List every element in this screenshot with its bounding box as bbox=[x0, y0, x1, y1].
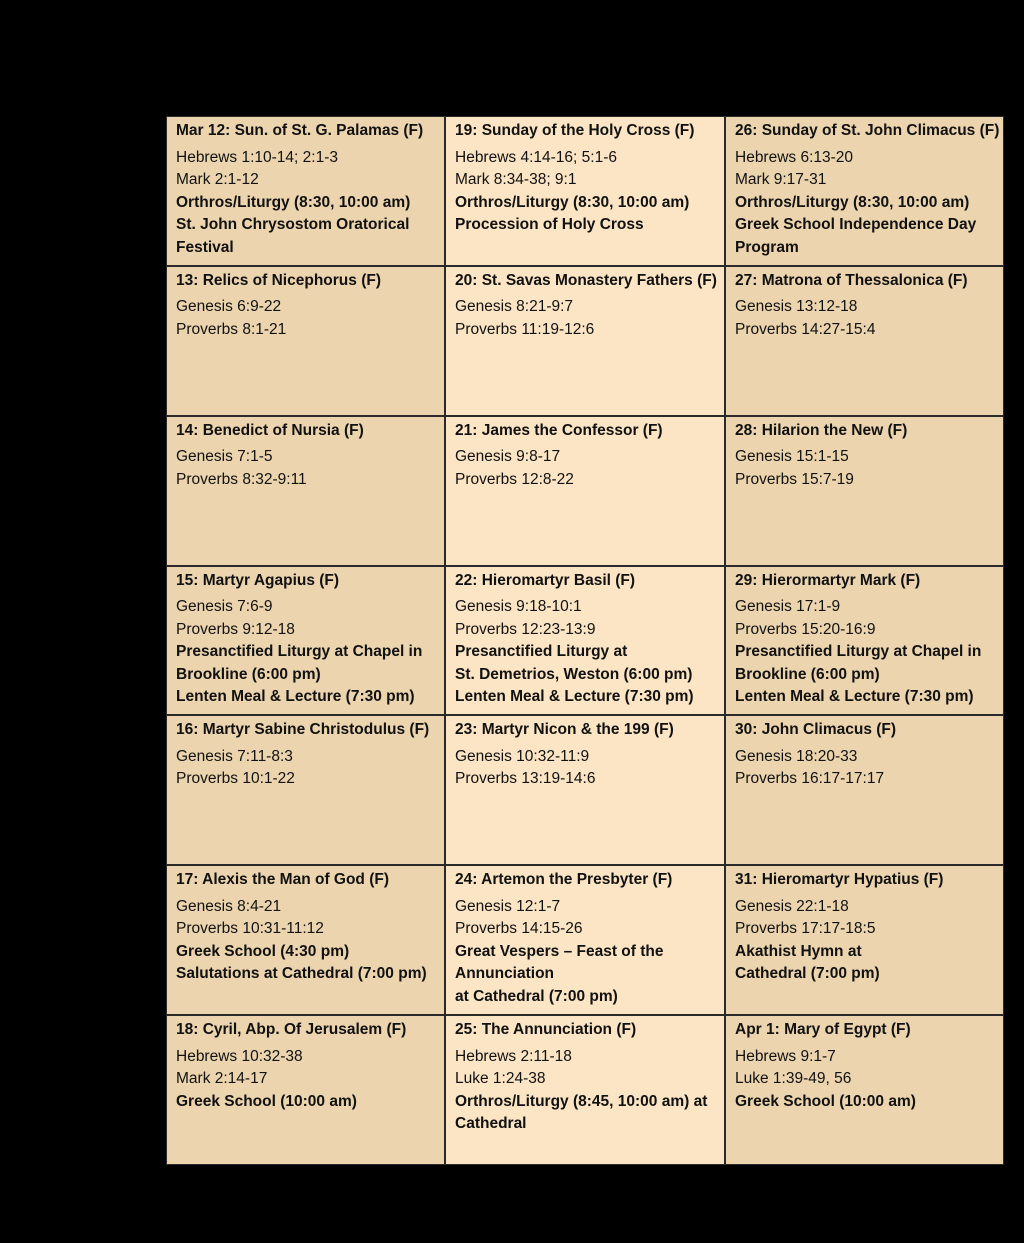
service-event: Greek School (4:30 pm) bbox=[176, 942, 350, 960]
scripture-reading: Proverbs 15:20-16:9 bbox=[735, 620, 876, 638]
scripture-reading: Luke 1:39-49, 56 bbox=[735, 1070, 852, 1088]
service-event: Lenten Meal & Lecture (7:30 pm) bbox=[176, 688, 415, 706]
scripture-reading: Genesis 9:18-10:1 bbox=[455, 598, 582, 616]
day-cell bbox=[445, 416, 725, 566]
scripture-reading: Genesis 8:4-21 bbox=[176, 897, 282, 915]
day-cell bbox=[725, 865, 1004, 1015]
scripture-reading: Mark 2:1-12 bbox=[176, 171, 259, 188]
service-event: St. John Chrysostom Oratorical Festival bbox=[176, 216, 410, 256]
day-title: Apr 1: Mary of Egypt (F) bbox=[735, 1021, 911, 1039]
scripture-reading: Genesis 6:9-22 bbox=[176, 298, 282, 316]
scripture-reading: Luke 1:24-38 bbox=[455, 1070, 546, 1088]
scripture-reading: Hebrews 9:1-7 bbox=[735, 1047, 836, 1065]
day-title: 22: Hieromartyr Basil (F) bbox=[455, 571, 636, 589]
day-title: 20: St. Savas Monastery Fathers (F) bbox=[455, 271, 717, 289]
scripture-reading: Genesis 7:1-5 bbox=[176, 448, 273, 466]
day-cell bbox=[166, 566, 445, 716]
service-event: Akathist Hymn at bbox=[735, 942, 862, 960]
service-event: Orthros/Liturgy (8:45, 10:00 am) at Cathedral bbox=[455, 1092, 708, 1133]
service-event: Presanctified Liturgy at Chapel in Brookline (6:00 pm) bbox=[176, 643, 423, 683]
day-title: 15: Martyr Agapius (F) bbox=[176, 571, 340, 589]
scripture-reading: Genesis 13:12-18 bbox=[735, 298, 858, 316]
day-title: 24: Artemon the Presbyter (F) bbox=[455, 871, 673, 889]
scripture-reading: Hebrews 6:13-20 bbox=[735, 148, 854, 166]
day-title: 13: Relics of Nicephorus (F) bbox=[176, 271, 381, 289]
service-event: Presanctified Liturgy at Chapel in Brookline (6:00 pm) bbox=[735, 643, 982, 683]
service-event: Greek School Independence Day Program bbox=[735, 216, 977, 256]
day-cell bbox=[166, 1015, 445, 1165]
service-event: St. Demetrios, Weston (6:00 pm) bbox=[455, 665, 693, 683]
day-title: Mar 12: Sun. of St. G. Palamas (F) bbox=[176, 122, 424, 139]
scripture-reading: Proverbs 10:31-11:12 bbox=[176, 920, 324, 938]
scripture-reading: Hebrews 2:11-18 bbox=[455, 1047, 572, 1065]
day-title: 14: Benedict of Nursia (F) bbox=[176, 421, 364, 439]
day-cell bbox=[725, 566, 1004, 716]
scripture-reading: Mark 9:17-31 bbox=[735, 171, 827, 188]
day-cell bbox=[166, 416, 445, 566]
service-event: Lenten Meal & Lecture (7:30 pm) bbox=[735, 688, 974, 706]
service-event: at Cathedral (7:00 pm) bbox=[455, 987, 618, 1005]
scripture-reading: Proverbs 17:17-18:5 bbox=[735, 920, 876, 938]
scripture-reading: Proverbs 8:32-9:11 bbox=[176, 470, 307, 488]
service-event: Greek School (10:00 am) bbox=[176, 1092, 357, 1110]
day-cell bbox=[445, 715, 725, 865]
day-title: 19: Sunday of the Holy Cross (F) bbox=[455, 122, 695, 139]
service-event: Orthros/Liturgy (8:30, 10:00 am) bbox=[176, 193, 411, 211]
day-title: 18: Cyril, Abp. Of Jerusalem (F) bbox=[176, 1021, 407, 1039]
day-title: 26: Sunday of St. John Climacus (F) bbox=[735, 122, 1000, 139]
scripture-reading: Genesis 15:1-15 bbox=[735, 448, 849, 466]
service-event: Lenten Meal & Lecture (7:30 pm) bbox=[455, 688, 694, 706]
service-event: Great Vespers – Feast of the Annunciation bbox=[455, 942, 664, 983]
scripture-reading: Genesis 12:1-7 bbox=[455, 897, 561, 915]
service-event: Orthros/Liturgy (8:30, 10:00 am) bbox=[735, 193, 970, 211]
day-cell bbox=[445, 116, 725, 266]
day-title: 31: Hieromartyr Hypatius (F) bbox=[735, 871, 944, 889]
scripture-reading: Proverbs 14:27-15:4 bbox=[735, 320, 876, 338]
scripture-reading: Proverbs 16:17-17:17 bbox=[735, 770, 885, 788]
day-cell bbox=[445, 566, 725, 716]
day-cell bbox=[166, 266, 445, 416]
day-title: 25: The Annunciation (F) bbox=[455, 1021, 637, 1039]
scripture-reading: Proverbs 12:23-13:9 bbox=[455, 620, 596, 638]
scripture-reading: Genesis 9:8-17 bbox=[455, 448, 561, 466]
day-cell bbox=[445, 1015, 725, 1165]
scripture-reading: Genesis 17:1-9 bbox=[735, 598, 841, 616]
service-event: Procession of Holy Cross bbox=[455, 216, 644, 233]
day-title: 23: Martyr Nicon & the 199 (F) bbox=[455, 721, 674, 739]
day-cell bbox=[166, 116, 445, 266]
service-event: Presanctified Liturgy at bbox=[455, 643, 628, 661]
scripture-reading: Genesis 22:1-18 bbox=[735, 897, 849, 915]
service-event: Greek School (10:00 am) bbox=[735, 1092, 916, 1110]
calendar-grid bbox=[166, 116, 1004, 1165]
day-cell bbox=[725, 416, 1004, 566]
day-cell bbox=[445, 865, 725, 1015]
day-cell bbox=[725, 715, 1004, 865]
day-title: 29: Hierormartyr Mark (F) bbox=[735, 571, 921, 589]
day-cell bbox=[445, 266, 725, 416]
scripture-reading: Genesis 7:11-8:3 bbox=[176, 747, 293, 765]
scripture-reading: Hebrews 10:32-38 bbox=[176, 1047, 303, 1065]
day-cell bbox=[166, 865, 445, 1015]
scripture-reading: Genesis 7:6-9 bbox=[176, 598, 273, 616]
day-cell bbox=[166, 715, 445, 865]
service-event: Salutations at Cathedral (7:00 pm) bbox=[176, 965, 427, 983]
service-event: Cathedral (7:00 pm) bbox=[735, 965, 880, 983]
day-title: 27: Matrona of Thessalonica (F) bbox=[735, 271, 968, 289]
scripture-reading: Mark 8:34-38; 9:1 bbox=[455, 171, 577, 188]
service-event: Orthros/Liturgy (8:30, 10:00 am) bbox=[455, 193, 690, 211]
scripture-reading: Proverbs 10:1-22 bbox=[176, 770, 295, 788]
scripture-reading: Proverbs 8:1-21 bbox=[176, 320, 287, 338]
day-title: 16: Martyr Sabine Christodulus (F) bbox=[176, 721, 430, 739]
scripture-reading: Proverbs 14:15-26 bbox=[455, 920, 583, 938]
scripture-reading: Hebrews 1:10-14; 2:1-3 bbox=[176, 148, 338, 166]
day-title: 21: James the Confessor (F) bbox=[455, 421, 663, 439]
day-title: 28: Hilarion the New (F) bbox=[735, 421, 908, 439]
day-title: 17: Alexis the Man of God (F) bbox=[176, 871, 389, 889]
scripture-reading: Proverbs 15:7-19 bbox=[735, 470, 854, 488]
scripture-reading: Proverbs 11:19-12:6 bbox=[455, 320, 595, 338]
scripture-reading: Proverbs 9:12-18 bbox=[176, 620, 295, 638]
scripture-reading: Genesis 18:20-33 bbox=[735, 747, 858, 765]
day-cell bbox=[725, 266, 1004, 416]
scripture-reading: Proverbs 12:8-22 bbox=[455, 470, 574, 488]
scripture-reading: Proverbs 13:19-14:6 bbox=[455, 770, 596, 788]
scripture-reading: Genesis 10:32-11:9 bbox=[455, 747, 590, 765]
scripture-reading: Genesis 8:21-9:7 bbox=[455, 298, 574, 316]
day-cell bbox=[725, 1015, 1004, 1165]
day-title: 30: John Climacus (F) bbox=[735, 721, 897, 739]
day-cell bbox=[725, 116, 1004, 266]
scripture-reading: Mark 2:14-17 bbox=[176, 1070, 268, 1088]
scripture-reading: Hebrews 4:14-16; 5:1-6 bbox=[455, 148, 617, 166]
